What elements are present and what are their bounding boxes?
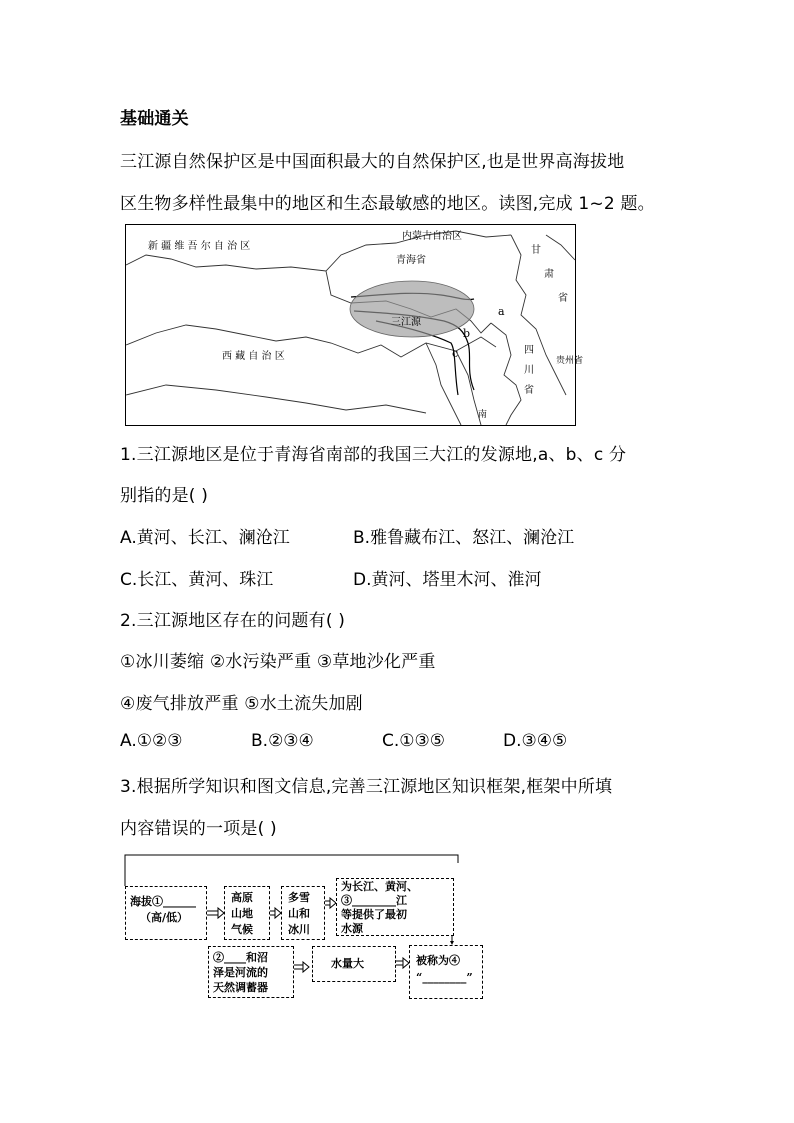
q2-items-2: ④废气排放严重 ⑤水土流失加剧 [120,694,363,714]
box-lakes [208,946,294,998]
q1-option-d: D.黄河、塔里木河、淮河 [353,570,542,590]
box-glaciers [281,886,325,940]
label-sichuan-3: 省 [524,385,534,396]
box-glaciers-line-2: 山和 [288,907,310,920]
box-water-source [336,878,454,936]
section-title: 基础通关 [120,109,189,129]
q2-option-c: C.①③⑤ [382,731,445,751]
box-glaciers-line-3: 冰川 [288,923,310,936]
q1-option-c: C.长江、黄河、珠江 [120,570,274,590]
q2-option-d: D.③④⑤ [503,731,568,751]
box-altitude-line-1: 海拔①______ [130,895,196,908]
box-called-line-2: “________” [416,971,473,984]
intro-line-2: 区生物多样性最集中的地区和生态最敏感的地区。读图,完成 1~2 题。 [120,194,655,214]
label-sichuan-1: 四 [524,345,534,356]
label-gan: 甘 [531,245,541,256]
q2-items-1: ①冰川萎缩 ②水污染严重 ③草地沙化严重 [120,652,436,672]
box-altitude [125,886,207,940]
label-c: c [452,347,459,360]
q1-line-1: 1.三江源地区是位于青海省南部的我国三大江的发源地,a、b、c 分 [120,445,627,465]
box-called [409,945,483,999]
q1-option-b: B.雅鲁藏布江、怒江、澜沧江 [353,528,575,548]
q2-stem: 2.三江源地区存在的问题有( ) [120,611,346,631]
label-b: b [463,327,471,340]
box-water-volume [312,946,396,982]
label-sanjiangyuan: 三江源 [391,317,421,328]
q2-option-a: A.①②③ [120,731,183,751]
q3-line-2: 内容错误的一项是( ) [120,819,277,839]
intro-line-1: 三江源自然保护区是中国面积最大的自然保护区,也是世界高海拔地 [120,152,625,172]
label-qinghai: 青海省 [396,255,426,266]
label-nan: 南 [478,410,488,420]
box-altitude-line-2: （高/低） [140,911,189,924]
box-glaciers-line-1: 多雪 [288,891,310,904]
box-water-source-line-3: 等提供了最初 [341,908,407,921]
q3-line-1: 3.根据所学知识和图文信息,完善三江源地区知识框架,框架中所填 [120,777,613,797]
box-climate-line-1: 高原 [231,891,253,904]
label-neimenggu: 内蒙古自治区 [402,231,462,242]
label-sheng: 省 [558,293,568,304]
box-climate [224,886,270,940]
box-lakes-line-3: 天然调蓄器 [213,981,268,994]
box-climate-line-3: 气候 [231,923,253,936]
label-xinjiang: 新 疆 维 吾 尔 自 治 区 [148,241,251,252]
knowledge-flowchart [120,853,490,1003]
label-guizhou: 贵州省 [556,356,584,366]
box-water-source-line-1: 为长江、黄河、 [341,880,418,893]
box-lakes-line-2: 泽是河流的 [213,966,268,979]
map-drawing [126,225,584,425]
label-a: a [498,305,505,318]
box-water-source-line-2: ③________江 [341,894,407,907]
sanjiangyuan-map [125,224,584,426]
q2-option-b: B.②③④ [251,731,314,751]
label-sichuan-2: 川 [524,365,534,376]
box-climate-line-2: 山地 [231,907,253,920]
q1-option-a: A.黄河、长江、澜沧江 [120,528,290,548]
box-water-volume-text: 水量大 [331,957,364,970]
box-called-line-1: 被称为④ [416,954,460,967]
box-water-source-line-4: 水源 [341,922,363,935]
label-xizang: 西 藏 自 治 区 [222,351,285,362]
box-lakes-line-1: ②____和沼 [213,951,268,964]
label-su: 肃 [544,269,554,280]
q1-line-2: 别指的是( ) [120,486,209,506]
